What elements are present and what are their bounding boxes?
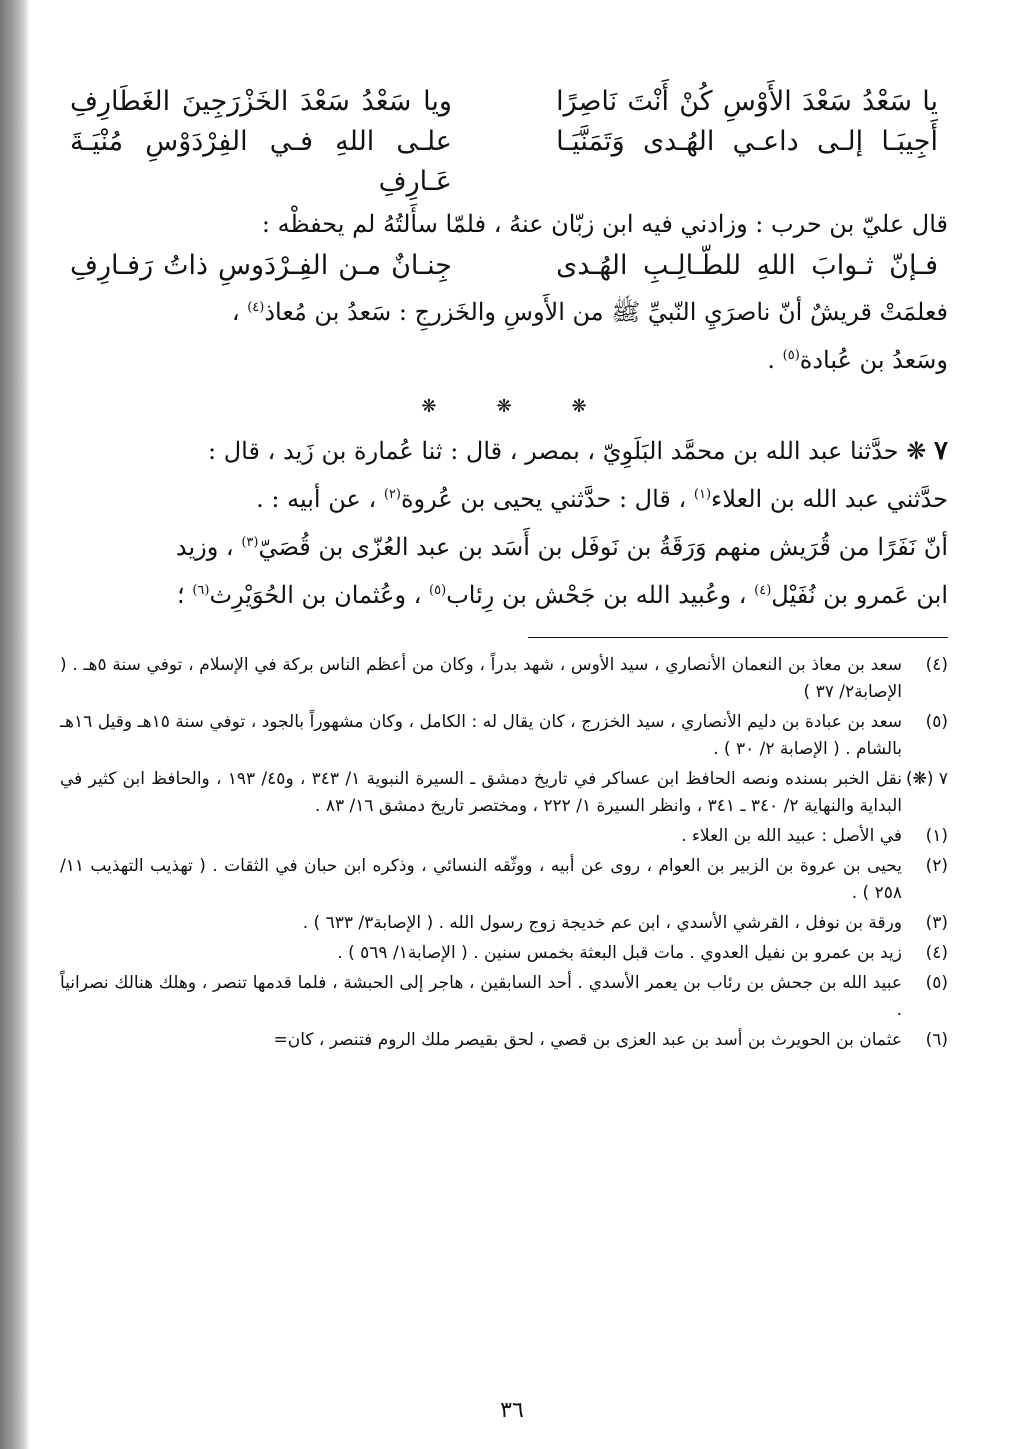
- hadith-7: [60, 429, 948, 617]
- footnote: [60, 1027, 948, 1054]
- verse-first-hemistich: فـإنّ ثـوابَ اللهِ للطّـالِـبِ الهُـدى: [556, 250, 938, 281]
- footnote-ref: (٥): [782, 348, 800, 363]
- footnote-ref: (٣): [241, 535, 259, 550]
- commentary: قال عليّ بن حرب : وزادني فيه ابن زبّان عنهُ ، فلمّا سأَلتُهُ لم يحفظْه :: [261, 210, 948, 238]
- footnote-divider: [528, 637, 948, 638]
- footnote-mark: (١): [925, 826, 948, 846]
- footnote-mark: (٥): [925, 973, 948, 993]
- hadith-line: ، وعُبيد الله بن جَحْش بن رِئاب: [446, 581, 747, 609]
- footnote-text: عثمان بن الحويرث بن أسد بن عبد العزى بن قصي ، لحق بقيصر ملك الروم فتنصر ، كان=: [273, 1030, 902, 1050]
- verse-second-hemistich: علـى اللهِ فـي الفِرْدَوْسِ مُنْيَـةَ عَـارِفِ: [70, 126, 452, 197]
- footnote-text: سعد بن معاذ بن النعمان الأنصاري ، سيد الأوس ، شهد بدراً ، وكان من أعظم الناس بركة في الإسلام ، توفي سنة ٥هـ . ( الإصابة٢/ ٣٧ ): [60, 655, 903, 702]
- section-separator: [60, 396, 948, 417]
- hadith-line: ، عن أبيه : .: [256, 485, 377, 513]
- footnote-mark: (٢): [925, 856, 948, 876]
- footnote-text: يحيى بن عروة بن الزبير بن العوام ، روى عن أبيه ، ووثّقه النسائي ، وذكره ابن حبان في الثقات . ( تهذيب التهذيب ١١/ ٢٥٨ ) .: [60, 856, 902, 903]
- verse-first-hemistich: يا سَعْدُ سَعْدَ الأَوْسِ كُنْ أَنْتَ نَاصِرًا: [556, 86, 938, 117]
- hadith-line: ، وزيد: [175, 533, 234, 561]
- poem-verse: [60, 122, 948, 202]
- footnote-text: سعد بن عبادة بن دليم الأنصاري ، سيد الخزرج ، كان يقال له : الكامل ، وكان مشهوراً بالجود ، توفي سنة ١٥هـ وقيل ١٦هـ بالشام . ( الإصابة ٢/ ٣٠ ) .: [60, 712, 903, 759]
- verse-first-hemistich: أَجِيبَـا إلـى داعـي الهُـدى وَتَمَنَّيَـا: [556, 126, 938, 157]
- page-body: [60, 82, 948, 1057]
- verse-second-hemistich: جِنـانٌ مـن الفِـرْدَوسِ ذاتُ رَفـارِفِ: [70, 250, 452, 281]
- footnotes: [60, 652, 948, 1054]
- footnote: [60, 652, 948, 706]
- footnote-text: ورقة بن نوفل ، القرشي الأسدي ، ابن عم خديجة زوج رسول الله . ( الإصابة٣/ ٦٣٣ ) .: [302, 913, 902, 933]
- footnote-ref: (٦): [192, 583, 210, 598]
- footnote-ref: (٤): [247, 300, 265, 315]
- conclusion-line2: وسَعدُ بن عُبادة: [799, 346, 948, 374]
- footnote: [60, 766, 948, 820]
- footnote-ref: (٥): [429, 583, 447, 598]
- punctuation: .: [767, 346, 775, 374]
- footnote: [60, 970, 948, 1024]
- footnote: [60, 940, 948, 967]
- scan-left-edge: [0, 0, 30, 1449]
- footnote-mark: (٦): [925, 1030, 948, 1050]
- footnote-text: في الأصل : عبيد الله بن العلاء .: [681, 826, 902, 846]
- hadith-line: ابن عَمرو بن نُفَيْل: [771, 581, 948, 609]
- asterism-icon: ❋: [906, 437, 927, 465]
- footnote: [60, 853, 948, 907]
- footnote-mark: ٧ (❋): [905, 769, 948, 789]
- footnote: [60, 823, 948, 850]
- punctuation: ،: [231, 298, 240, 326]
- punctuation: ؛: [177, 581, 185, 609]
- conclusion-text: فعلمَتْ قريشٌ أنّ ناصرَيِ النّبيِّ ﷺ من الأَوسِ والخَزرجِ : سَعدُ بن مُعاذ: [264, 298, 948, 326]
- hadith-line: ، قال : حدَّثني يحيى بن عُروة: [400, 485, 687, 513]
- asterism-icon: ❋: [496, 396, 512, 417]
- verse-second-hemistich: ويا سَعْدُ سَعْدَ الخَزْرَجِينَ الغَطَارِفِ: [70, 86, 452, 117]
- footnote-ref: (٢): [383, 487, 401, 502]
- footnote-mark: (٤): [925, 655, 948, 675]
- footnote-mark: (٤): [925, 943, 948, 963]
- footnote: [60, 709, 948, 763]
- footnote-text: نقل الخبر بسنده ونصه الحافظ ابن عساكر في تاريخ دمشق ـ السيرة النبوية ١/ ٣٤٣ ، و٤٥/ ١٩٣ ، والحافظ ابن كثير في البداية والنهاية ٢/ ٣٤٠ ـ ٣٤١ ، وانظر السيرة ١/ ٢٢٢ ، ومختصر تاريخ دمشق ١٦/ ٨٣ .: [60, 769, 902, 816]
- hadith-line: حدَّثنا عبد الله بن محمَّد البَلَوِيّ ، بمصر ، قال : ثنا عُمارة بن زَيد ، قال :: [208, 437, 899, 465]
- hadith-number: ٧: [934, 436, 948, 466]
- hadith-line: أنّ نَفَرًا من قُرَيش منهم وَرَقَةُ بن نَوفَل بن أَسَد بن عبد العُزّى بن قُصَيّ: [258, 533, 948, 561]
- conclusion: [60, 286, 948, 382]
- asterism-icon: ❋: [421, 396, 437, 417]
- footnote-ref: (٤): [754, 583, 772, 598]
- footnote: [60, 910, 948, 937]
- footnote-mark: (٣): [925, 913, 948, 933]
- hadith-line: ، وعُثمان بن الحُوَيْرِث: [209, 581, 422, 609]
- poem-verse: [60, 82, 948, 122]
- asterism-icon: ❋: [571, 396, 587, 417]
- footnote-mark: (٥): [925, 712, 948, 732]
- poem: [60, 82, 948, 202]
- footnote-ref: (١): [693, 487, 712, 502]
- hadith-line: حدَّثني عبد الله بن العلاء: [711, 485, 948, 513]
- page-number: ٣٦: [500, 1398, 524, 1423]
- footnote-text: عبيد الله بن جحش بن رئاب بن يعمر الأسدي . أحد السابقين ، هاجر إلى الحبشة ، فلما قدمها تنصر ، وهلك هنالك نصرانياً .: [60, 973, 902, 1020]
- poem-verse-2: [60, 246, 948, 286]
- footnote-text: زيد بن عمرو بن نفيل العدوي . مات قبل البعثة بخمس سنين . ( الإصابة١/ ٥٦٩ ) .: [337, 943, 902, 963]
